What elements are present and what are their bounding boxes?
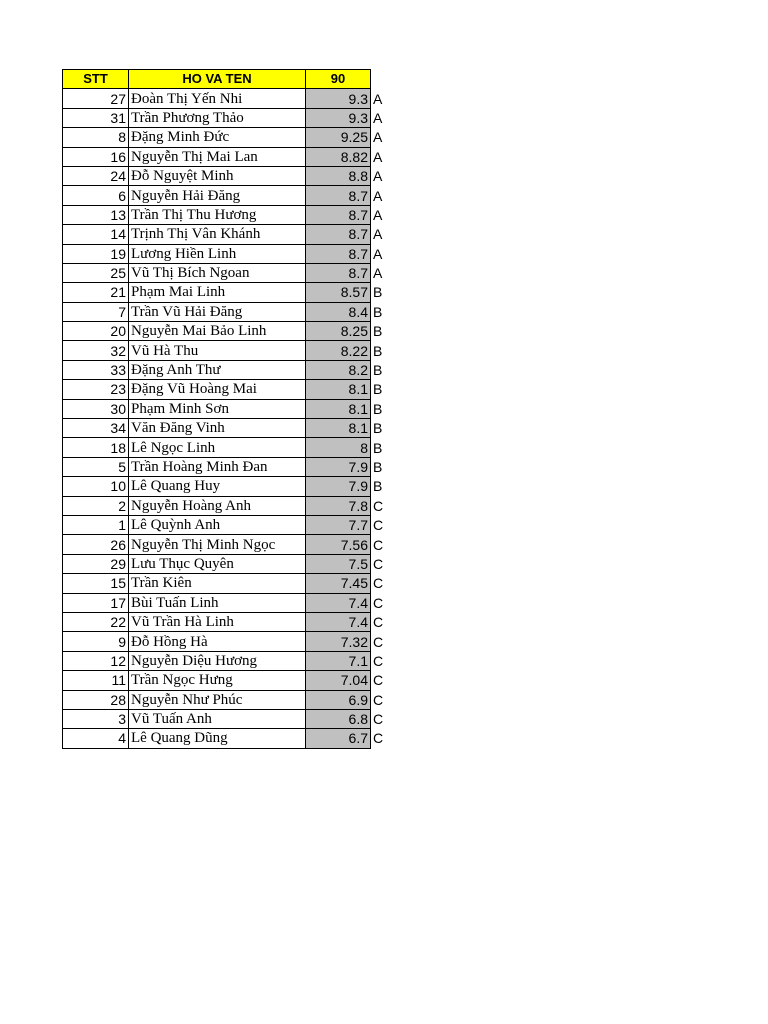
table-row	[63, 651, 391, 670]
table-row	[63, 535, 391, 554]
cell-grade[interactable]: C	[373, 711, 384, 728]
cell-stt[interactable]: 15	[63, 574, 129, 593]
cell-grade[interactable]: A	[373, 148, 383, 165]
cell-stt[interactable]: 3	[63, 709, 129, 728]
table-row	[63, 322, 391, 341]
table-row	[63, 341, 391, 360]
table-row	[63, 225, 391, 244]
cell-grade[interactable]: C	[373, 730, 384, 747]
cell-name[interactable]: Trần Phương Thảo	[129, 108, 306, 127]
cell-score[interactable]: 7.56	[306, 535, 371, 554]
table-row	[63, 399, 391, 418]
cell-grade[interactable]: A	[373, 109, 383, 126]
table-row	[63, 166, 391, 185]
cell-name[interactable]: Nguyễn Diệu Hương	[129, 651, 306, 670]
cell-score[interactable]: 9.3	[306, 89, 371, 108]
cell-name[interactable]: Lưu Thục Quyên	[129, 554, 306, 573]
cell-score[interactable]: 8.82	[306, 147, 371, 166]
spreadsheet	[62, 69, 391, 749]
cell-score[interactable]: 8.2	[306, 360, 371, 379]
header-row	[63, 70, 391, 89]
table-row	[63, 496, 391, 515]
cell-stt[interactable]: 14	[63, 225, 129, 244]
cell-grade[interactable]: B	[373, 362, 383, 379]
cell-stt[interactable]: 4	[63, 729, 129, 748]
cell-stt[interactable]: 17	[63, 593, 129, 612]
table-row	[63, 554, 391, 573]
cell-stt[interactable]: 29	[63, 554, 129, 573]
cell-grade[interactable]: C	[373, 497, 384, 514]
cell-grade[interactable]: B	[373, 381, 383, 398]
cell-stt[interactable]: 31	[63, 108, 129, 127]
cell-grade[interactable]: C	[373, 575, 384, 592]
cell-score[interactable]: 9.3	[306, 108, 371, 127]
cell-score[interactable]: 6.7	[306, 729, 371, 748]
cell-grade[interactable]: A	[373, 129, 383, 146]
table-row	[63, 612, 391, 631]
table-row	[63, 186, 391, 205]
cell-grade[interactable]: B	[373, 439, 383, 456]
cell-grade[interactable]: B	[373, 303, 383, 320]
cell-score[interactable]: 8.22	[306, 341, 371, 360]
cell-stt[interactable]: 20	[63, 322, 129, 341]
cell-name[interactable]: Phạm Mai Linh	[129, 283, 306, 302]
table-row	[63, 147, 391, 166]
cell-stt[interactable]: 26	[63, 535, 129, 554]
cell-grade[interactable]: B	[373, 459, 383, 475]
cell-grade[interactable]: C	[373, 594, 384, 611]
table-row	[63, 380, 391, 399]
table-row	[63, 574, 391, 593]
cell-name[interactable]: Trần Vũ Hải Đăng	[129, 302, 306, 321]
cell-stt[interactable]: 33	[63, 360, 129, 379]
cell-score[interactable]: 8.25	[306, 322, 371, 341]
cell-grade[interactable]: A	[373, 226, 383, 243]
cell-grade[interactable]: B	[373, 420, 383, 437]
cell-grade[interactable]: C	[373, 614, 384, 631]
cell-grade[interactable]: C	[373, 691, 384, 708]
cell-score[interactable]: 8.1	[306, 399, 371, 418]
cell-score[interactable]: 8.8	[306, 166, 371, 185]
cell-score[interactable]: 7.9	[306, 477, 371, 496]
cell-name[interactable]: Vũ Trần Hà Linh	[129, 612, 306, 631]
cell-stt[interactable]: 6	[63, 186, 129, 205]
table-row	[63, 438, 391, 457]
cell-score[interactable]: 8.1	[306, 380, 371, 399]
header-name[interactable]: HO VA TEN	[129, 70, 306, 89]
cell-score[interactable]: 8.4	[306, 302, 371, 321]
cell-stt[interactable]: 2	[63, 496, 129, 515]
cell-score[interactable]: 8	[306, 438, 371, 457]
cell-stt[interactable]: 22	[63, 612, 129, 631]
cell-score[interactable]: 8.7	[306, 205, 371, 224]
table-row	[63, 515, 391, 534]
cell-grade[interactable]: A	[373, 187, 383, 204]
cell-stt[interactable]: 23	[63, 380, 129, 399]
cell-score[interactable]: 7.4	[306, 612, 371, 631]
cell-score[interactable]: 7.8	[306, 496, 371, 515]
cell-stt[interactable]: 34	[63, 419, 129, 438]
cell-grade[interactable]: B	[373, 478, 383, 495]
cell-score[interactable]: 7.5	[306, 554, 371, 573]
cell-grade[interactable]: A	[373, 265, 383, 282]
cell-score[interactable]: 8.1	[306, 419, 371, 438]
cell-name[interactable]: Trịnh Thị Vân Khánh	[129, 225, 306, 244]
cell-score[interactable]: 8.7	[306, 244, 371, 263]
cell-stt[interactable]: 11	[63, 671, 129, 690]
cell-name[interactable]: Đoàn Thị Yến Nhi	[129, 89, 306, 108]
cell-grade[interactable]: A	[373, 245, 383, 262]
table-row	[63, 360, 391, 379]
cell-score[interactable]: 7.04	[306, 671, 371, 690]
cell-score[interactable]: 7.32	[306, 632, 371, 651]
cell-score[interactable]: 6.9	[306, 690, 371, 709]
cell-name[interactable]: Nguyễn Hải Đăng	[129, 186, 306, 205]
cell-stt[interactable]: 28	[63, 690, 129, 709]
cell-grade[interactable]: B	[373, 342, 383, 359]
cell-score[interactable]: 8.7	[306, 186, 371, 205]
cell-stt[interactable]: 25	[63, 263, 129, 282]
cell-stt[interactable]: 16	[63, 147, 129, 166]
cell-grade[interactable]: B	[373, 400, 383, 417]
cell-name[interactable]: Nguyễn Hoàng Anh	[129, 496, 306, 515]
cell-name[interactable]: Nguyễn Mai Bảo Linh	[129, 322, 306, 341]
table-row	[63, 283, 391, 302]
table-row	[63, 671, 391, 690]
cell-stt[interactable]: 24	[63, 166, 129, 185]
cell-name[interactable]: Lương Hiền Linh	[129, 244, 306, 263]
cell-score[interactable]: 7.4	[306, 593, 371, 612]
cell-grade[interactable]: C	[373, 633, 384, 650]
cell-grade[interactable]: A	[373, 168, 383, 185]
cell-name[interactable]: Vũ Tuấn Anh	[129, 709, 306, 728]
cell-stt[interactable]: 1	[63, 515, 129, 534]
cell-name[interactable]: Đặng Anh Thư	[129, 360, 306, 379]
table-row	[63, 244, 391, 263]
cell-stt[interactable]: 10	[63, 477, 129, 496]
table-row	[63, 690, 391, 709]
cell-stt[interactable]: 21	[63, 283, 129, 302]
cell-name[interactable]: Nguyễn Thị Mai Lan	[129, 147, 306, 166]
cell-name[interactable]: Trần Ngọc Hưng	[129, 671, 306, 690]
cell-name[interactable]: Lê Quỳnh Anh	[129, 515, 306, 534]
cell-name[interactable]: Nguyễn Như Phúc	[129, 690, 306, 709]
cell-name[interactable]: Đặng Vũ Hoàng Mai	[129, 380, 306, 399]
header-stt[interactable]: STT	[63, 70, 129, 89]
cell-name[interactable]: Trần Hoàng Minh Đan	[129, 457, 306, 476]
cell-stt[interactable]: 30	[63, 399, 129, 418]
cell-name[interactable]: Phạm Minh Sơn	[129, 399, 306, 418]
table-row	[63, 89, 391, 108]
cell-score[interactable]: 8.7	[306, 225, 371, 244]
cell-name[interactable]: Vũ Thị Bích Ngoan	[129, 263, 306, 282]
cell-name[interactable]: Lê Ngọc Linh	[129, 438, 306, 457]
cell-grade[interactable]: B	[373, 323, 383, 340]
header-score[interactable]: 90	[306, 70, 371, 89]
cell-grade[interactable]: A	[373, 90, 383, 107]
cell-score[interactable]: 7.45	[306, 574, 371, 593]
cell-name[interactable]: Đỗ Nguyệt Minh	[129, 166, 306, 185]
cell-grade[interactable]: C	[373, 517, 384, 534]
cell-score[interactable]: 8.57	[306, 283, 371, 302]
table-row	[63, 457, 391, 476]
cell-stt[interactable]: 19	[63, 244, 129, 263]
cell-name[interactable]: Bùi Tuấn Linh	[129, 593, 306, 612]
table-body	[63, 89, 391, 748]
table-row	[63, 128, 391, 147]
table-row	[63, 108, 391, 127]
cell-name[interactable]: Trần Thị Thu Hương	[129, 205, 306, 224]
cell-stt[interactable]: 18	[63, 438, 129, 457]
cell-stt[interactable]: 13	[63, 205, 129, 224]
table-row	[63, 593, 391, 612]
cell-name[interactable]: Đặng Minh Đức	[129, 128, 306, 147]
cell-name[interactable]: Trần Kiên	[129, 574, 306, 593]
table-row	[63, 729, 391, 748]
cell-score[interactable]: 7.1	[306, 651, 371, 670]
table-row	[63, 477, 391, 496]
table-row	[63, 709, 391, 728]
cell-name[interactable]: Lê Quang Huy	[129, 477, 306, 496]
cell-grade[interactable]: C	[373, 652, 384, 669]
cell-grade[interactable]: A	[373, 206, 383, 223]
table-row	[63, 205, 391, 224]
table-row	[63, 302, 391, 321]
cell-grade[interactable]: C	[373, 536, 384, 553]
cell-stt[interactable]: 27	[63, 89, 129, 108]
cell-grade[interactable]: B	[373, 284, 383, 301]
cell-stt[interactable]: 9	[63, 632, 129, 651]
student-score-table	[62, 69, 391, 749]
cell-name[interactable]: Đỗ Hồng Hà	[129, 632, 306, 651]
cell-name[interactable]: Vũ Hà Thu	[129, 341, 306, 360]
cell-score[interactable]: 7.9	[306, 457, 371, 476]
table-row	[63, 632, 391, 651]
cell-stt[interactable]: 32	[63, 341, 129, 360]
cell-stt[interactable]: 5	[63, 457, 129, 476]
table-row	[63, 419, 391, 438]
cell-score[interactable]: 7.7	[306, 515, 371, 534]
cell-score[interactable]: 9.25	[306, 128, 371, 147]
cell-name[interactable]: Lê Quang Dũng	[129, 729, 306, 748]
cell-grade[interactable]: C	[373, 555, 384, 572]
cell-score[interactable]: 8.7	[306, 263, 371, 282]
cell-score[interactable]: 6.8	[306, 709, 371, 728]
cell-name[interactable]: Nguyễn Thị Minh Ngọc	[129, 535, 306, 554]
header-blank	[371, 70, 391, 89]
cell-stt[interactable]: 12	[63, 651, 129, 670]
cell-grade[interactable]: C	[373, 672, 384, 689]
cell-stt[interactable]: 8	[63, 128, 129, 147]
cell-stt[interactable]: 7	[63, 302, 129, 321]
cell-name[interactable]: Văn Đăng Vinh	[129, 419, 306, 438]
table-row	[63, 263, 391, 282]
